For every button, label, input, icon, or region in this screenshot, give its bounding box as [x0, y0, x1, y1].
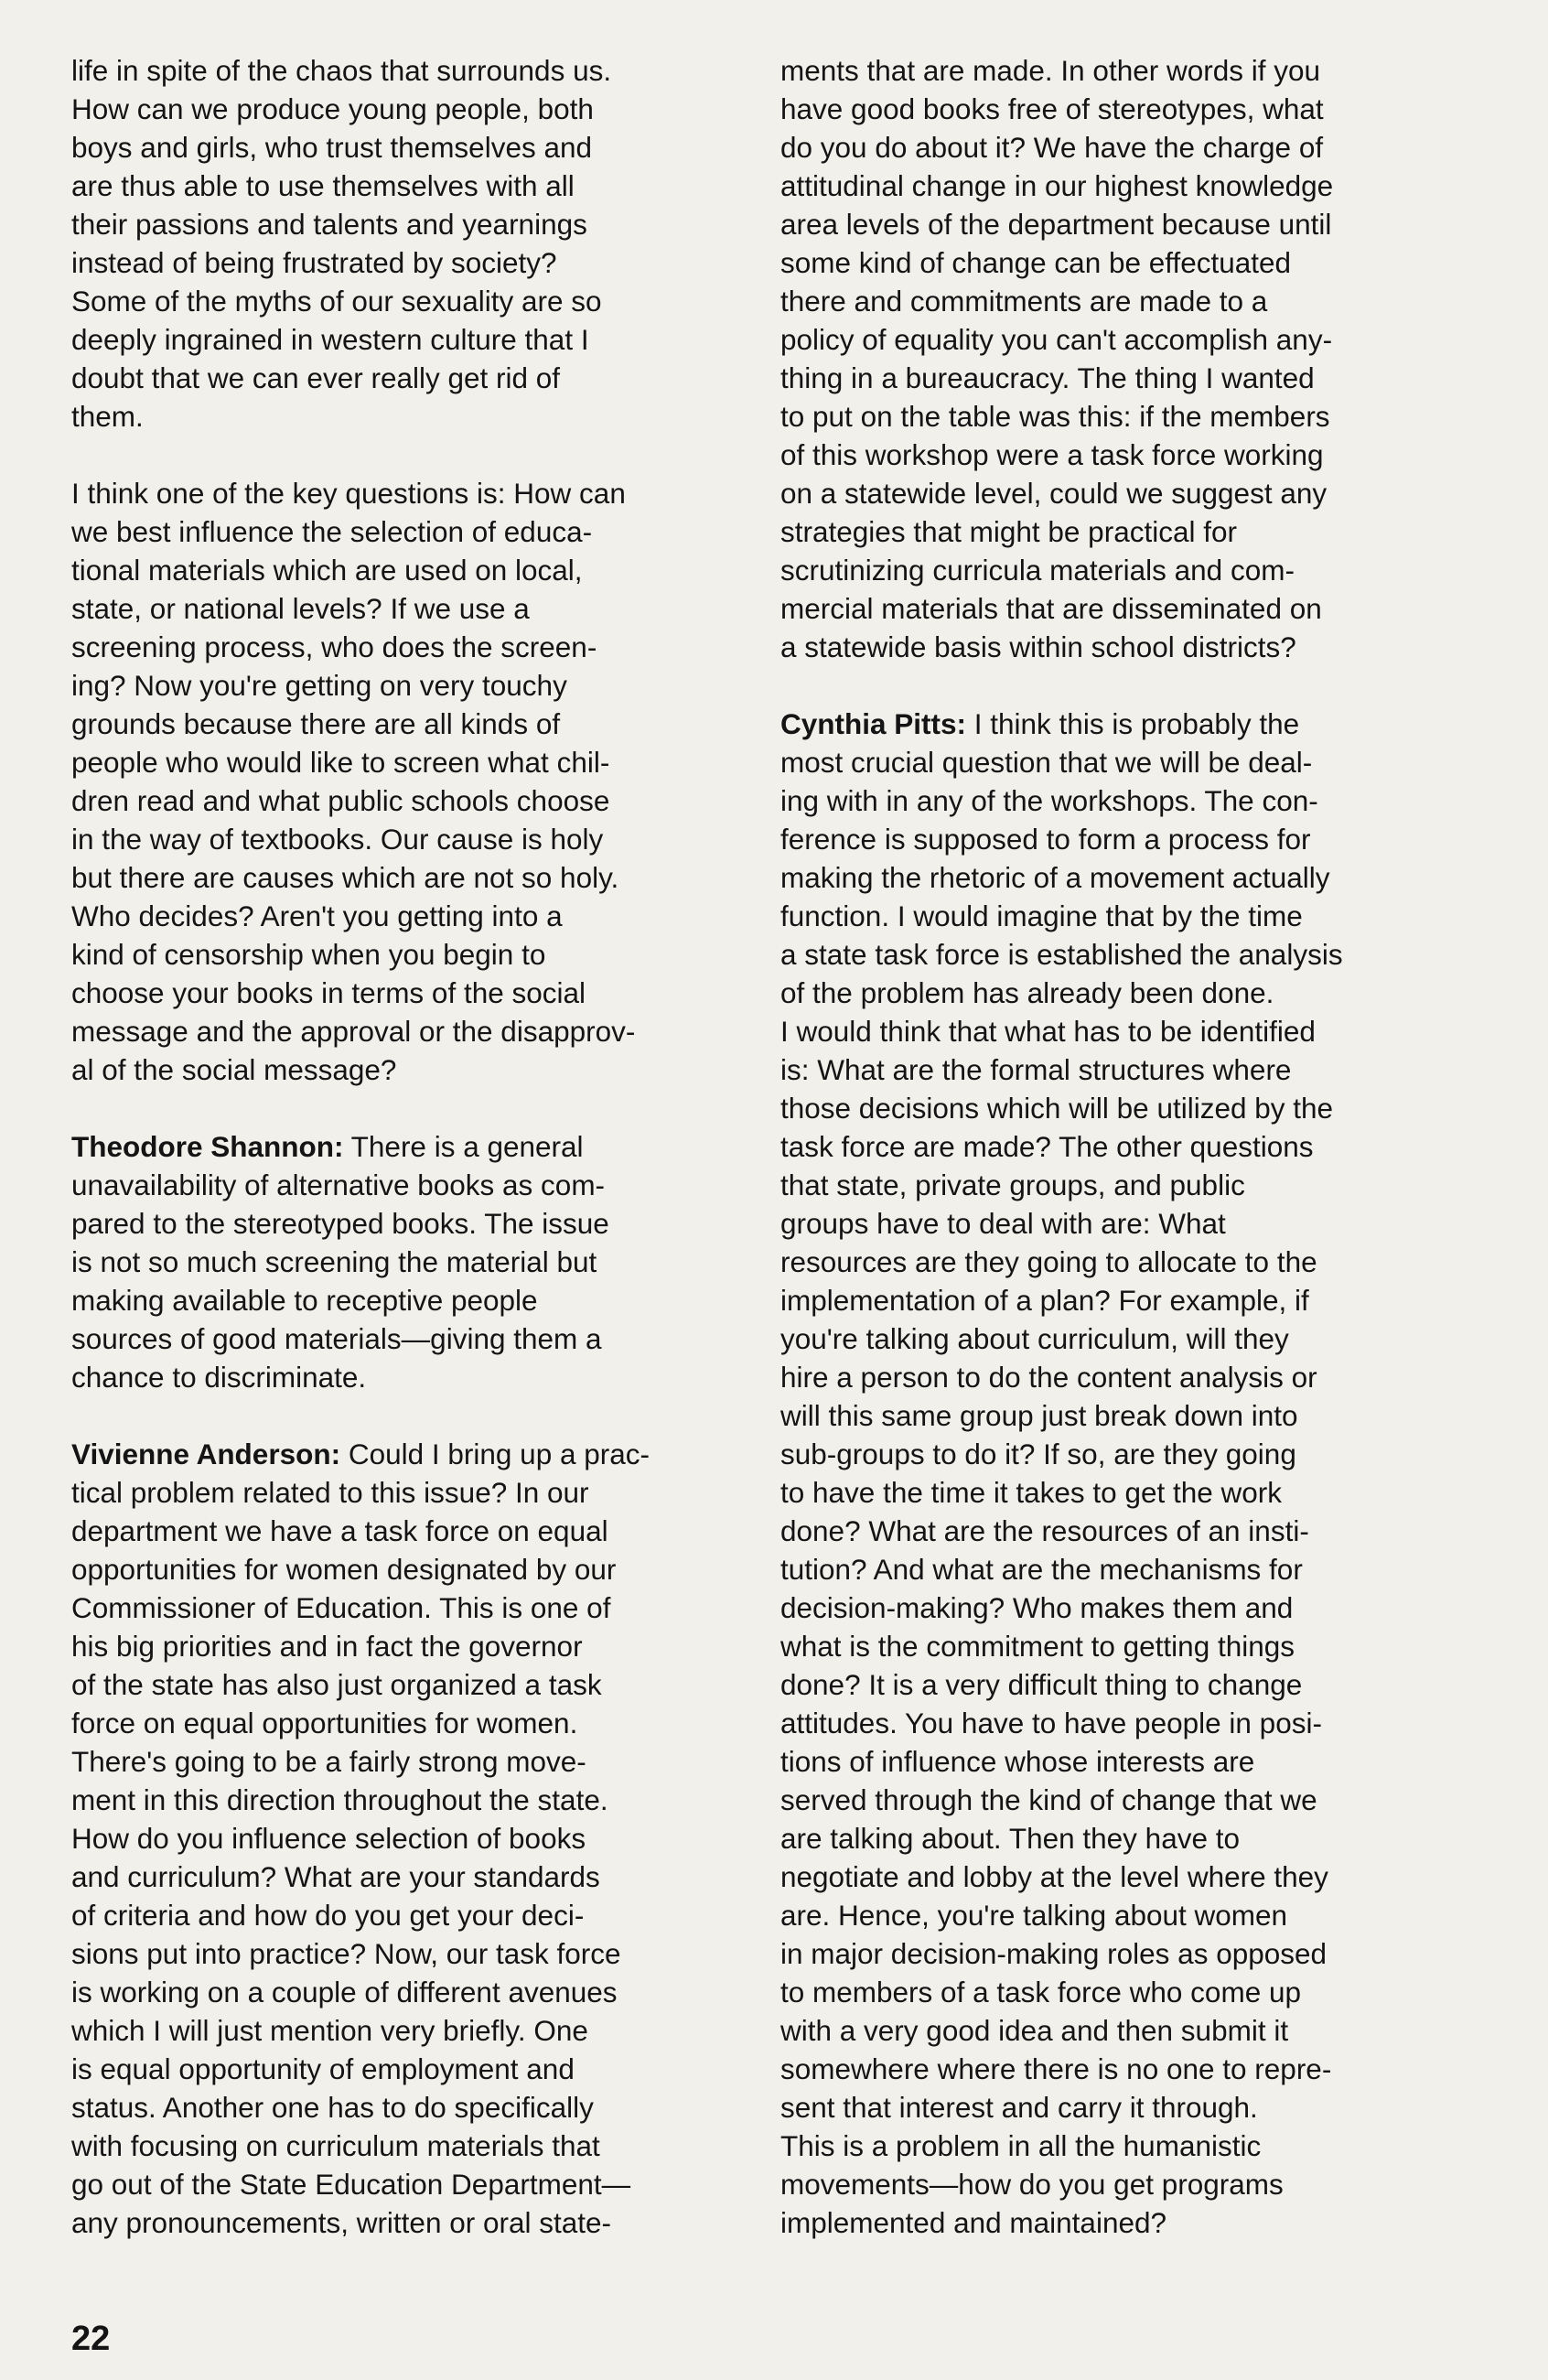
paragraph-line: area levels of the department because until [780, 208, 1332, 241]
paragraph-line: ment in this direction throughout the state. [71, 1783, 608, 1816]
paragraph-line: sions put into practice? Now, our task force [71, 1937, 621, 1970]
speaker-line-text: I think this is probably the [966, 707, 1300, 740]
paragraph-line: tional materials which are used on local, [71, 554, 583, 587]
paragraph-line: are talking about. Then they have to [780, 1822, 1241, 1855]
paragraph-line: There's going to be a fairly strong move- [71, 1745, 586, 1778]
paragraph-line: is working on a couple of different avenues [71, 1976, 618, 2008]
paragraph-line: do you do about it? We have the charge of [780, 131, 1324, 164]
paragraph-line: Who decides? Aren't you getting into a [71, 899, 563, 932]
paragraph-line: with a very good idea and then submit it [780, 2014, 1289, 2047]
paragraph [71, 51, 730, 436]
paragraph-line: mercial materials that are disseminated on [780, 592, 1322, 625]
paragraph-line: somewhere where there is no one to repre- [780, 2052, 1332, 2085]
paragraph-line: making the rhetoric of a movement actually [780, 861, 1330, 894]
paragraph-line: force on equal opportunities for women. [71, 1707, 578, 1739]
paragraph-line: al of the social message? [71, 1053, 397, 1086]
paragraph-line: ing with in any of the workshops. The con- [780, 784, 1318, 817]
paragraph-line: doubt that we can ever really get rid of [71, 361, 561, 394]
paragraph-gap [780, 666, 1448, 705]
paragraph-line: we best influence the selection of educa- [71, 515, 593, 548]
paragraph-line: I would think that what has to be identified [780, 1015, 1316, 1048]
paragraph-line: attitudes. You have to have people in posi- [780, 1707, 1322, 1739]
speaker-paragraph [780, 705, 1448, 2242]
right-column [780, 51, 1448, 2242]
paragraph-line: I think one of the key questions is: How can [71, 477, 626, 510]
paragraph-line: status. Another one has to do specifically [71, 2091, 594, 2124]
paragraph-line: to members of a task force who come up [780, 1976, 1301, 2008]
paragraph-line: to put on the table was this: if the members [780, 400, 1330, 433]
paragraph-line: is equal opportunity of employment and [71, 2052, 575, 2085]
paragraph-line: tical problem related to this issue? In our [71, 1476, 589, 1509]
speaker-paragraph [71, 1435, 730, 2242]
paragraph-line: function. I would imagine that by the time [780, 899, 1303, 932]
paragraph-line [780, 705, 1448, 743]
paragraph-line: have good books free of stereotypes, what [780, 92, 1324, 125]
paragraph-line: scrutinizing curricula materials and com- [780, 554, 1295, 587]
paragraph-line: How can we produce young people, both [71, 92, 594, 125]
paragraph-line: sent that interest and carry it through. [780, 2091, 1258, 2124]
paragraph-line: is not so much screening the material but [71, 1245, 597, 1278]
paragraph-line: there and commitments are made to a [780, 285, 1268, 318]
paragraph-line: of criteria and how do you get your deci- [71, 1899, 585, 1932]
speaker-paragraph [71, 1127, 730, 1396]
paragraph-line: This is a problem in all the humanistic [780, 2129, 1262, 2162]
paragraph-line: attitudinal change in our highest knowledge [780, 169, 1334, 202]
paragraph-line: of the state has also just organized a task [71, 1668, 602, 1701]
paragraph-line: state, or national levels? If we use a [71, 592, 530, 625]
paragraph-line: message and the approval or the disapprov- [71, 1015, 636, 1048]
paragraph-line: unavailability of alternative books as com- [71, 1168, 606, 1201]
paragraph-line: tution? And what are the mechanisms for [780, 1553, 1303, 1586]
paragraph-line: those decisions which will be utilized by the [780, 1092, 1334, 1125]
paragraph-line: boys and girls, who trust themselves and [71, 131, 593, 164]
paragraph-line: any pronouncements, written or oral state- [71, 2206, 612, 2239]
paragraph-line: strategies that might be practical for [780, 515, 1237, 548]
paragraph-gap [71, 1089, 730, 1127]
paragraph-line: go out of the State Education Department— [71, 2168, 631, 2201]
speaker-name: Theodore Shannon: [71, 1130, 344, 1163]
paragraph-line: his big priorities and in fact the governor [71, 1630, 583, 1663]
paragraph-line: grounds because there are all kinds of [71, 707, 561, 740]
paragraph-line: with focusing on curriculum materials that [71, 2129, 600, 2162]
paragraph-line: in major decision-making roles as opposed [780, 1937, 1328, 1970]
paragraph-line: Some of the myths of our sexuality are so [71, 285, 602, 318]
paragraph-line: tions of influence whose interests are [780, 1745, 1255, 1778]
paragraph-line: a state task force is established the analysis [780, 938, 1343, 971]
paragraph-line: them. [71, 400, 144, 433]
paragraph-line: you're talking about curriculum, will they [780, 1322, 1289, 1355]
paragraph-line: implemented and maintained? [780, 2206, 1167, 2239]
paragraph-line: are thus able to use themselves with all [71, 169, 575, 202]
paragraph-line: life in spite of the chaos that surrounds us. [71, 54, 612, 87]
paragraph-line: sources of good materials—giving them a [71, 1322, 602, 1355]
paragraph-line: their passions and talents and yearnings [71, 208, 587, 241]
paragraph-line: most crucial question that we will be deal- [780, 746, 1313, 779]
paragraph-line: instead of being frustrated by society? [71, 246, 557, 279]
paragraph-line: thing in a bureaucracy. The thing I wanted [780, 361, 1315, 394]
paragraph-line: what is the commitment to getting things [780, 1630, 1295, 1663]
paragraph-line: ing? Now you're getting on very touchy [71, 669, 567, 702]
speaker-line-text: Could I bring up a prac- [340, 1438, 650, 1470]
paragraph-line: deeply ingrained in western culture that I [71, 323, 589, 356]
paragraph-line: which I will just mention very briefly. One [71, 2014, 588, 2047]
paragraph-line: decision-making? Who makes them and [780, 1591, 1294, 1624]
paragraph-line: pared to the stereotyped books. The issue [71, 1207, 609, 1240]
paragraph-line: in the way of textbooks. Our cause is holy [71, 823, 604, 856]
paragraph-line: dren read and what public schools choose [71, 784, 610, 817]
paragraph-line: are. Hence, you're talking about women [780, 1899, 1288, 1932]
paragraph-line: opportunities for women designated by our [71, 1553, 617, 1586]
paragraph-line: Commissioner of Education. This is one of [71, 1591, 611, 1624]
paragraph-line: served through the kind of change that we [780, 1783, 1317, 1816]
paragraph-gap [71, 1396, 730, 1435]
paragraph-line: people who would like to screen what chil- [71, 746, 610, 779]
paragraph-line [71, 1127, 730, 1166]
paragraph-line: choose your books in terms of the social [71, 976, 586, 1009]
paragraph [780, 51, 1448, 666]
paragraph-line: a statewide basis within school districts? [780, 630, 1296, 663]
left-column [71, 51, 730, 2242]
paragraph-line: done? It is a very difficult thing to change [780, 1668, 1303, 1701]
paragraph-line: hire a person to do the content analysis or [780, 1361, 1317, 1394]
paragraph-line: that state, private groups, and public [780, 1168, 1245, 1201]
paragraph [71, 474, 730, 1089]
paragraph-line: task force are made? The other questions [780, 1130, 1314, 1163]
paragraph-line: of this workshop were a task force working [780, 438, 1324, 471]
paragraph-line: ments that are made. In other words if you [780, 54, 1321, 87]
paragraph-line: ference is supposed to form a process for [780, 823, 1311, 856]
speaker-name: Cynthia Pitts: [780, 707, 967, 740]
speaker-name: Vivienne Anderson: [71, 1438, 341, 1470]
paragraph-line: and curriculum? What are your standards [71, 1860, 600, 1893]
paragraph-line: but there are causes which are not so holy. [71, 861, 619, 894]
paragraph-line: sub-groups to do it? If so, are they going [780, 1438, 1296, 1470]
paragraph-line: to have the time it takes to get the work [780, 1476, 1283, 1509]
speaker-line-text: There is a general [343, 1130, 584, 1163]
paragraph-line: kind of censorship when you begin to [71, 938, 546, 971]
paragraph-gap [71, 436, 730, 474]
paragraph-line: of the problem has already been done. [780, 976, 1274, 1009]
paragraph-line: some kind of change can be effectuated [780, 246, 1292, 279]
paragraph-line: negotiate and lobby at the level where they [780, 1860, 1328, 1893]
page-number: 22 [71, 2320, 111, 2358]
paragraph-line: chance to discriminate. [71, 1361, 367, 1394]
paragraph-line: groups have to deal with are: What [780, 1207, 1226, 1240]
paragraph-line: department we have a task force on equal [71, 1514, 608, 1547]
paragraph-line: done? What are the resources of an insti- [780, 1514, 1309, 1547]
paragraph-line: movements—how do you get programs [780, 2168, 1284, 2201]
paragraph-line: implementation of a plan? For example, if [780, 1284, 1309, 1317]
paragraph-line: will this same group just break down into [780, 1399, 1298, 1432]
paragraph-line: How do you influence selection of books [71, 1822, 586, 1855]
paragraph-line: is: What are the formal structures where [780, 1053, 1292, 1086]
paragraph-line: screening process, who does the screen- [71, 630, 597, 663]
paragraph-line [71, 1435, 730, 1473]
paragraph-line: on a statewide level, could we suggest any [780, 477, 1328, 510]
paragraph-line: policy of equality you can't accomplish any- [780, 323, 1333, 356]
paragraph-line: making available to receptive people [71, 1284, 538, 1317]
paragraph-line: resources are they going to allocate to the [780, 1245, 1317, 1278]
